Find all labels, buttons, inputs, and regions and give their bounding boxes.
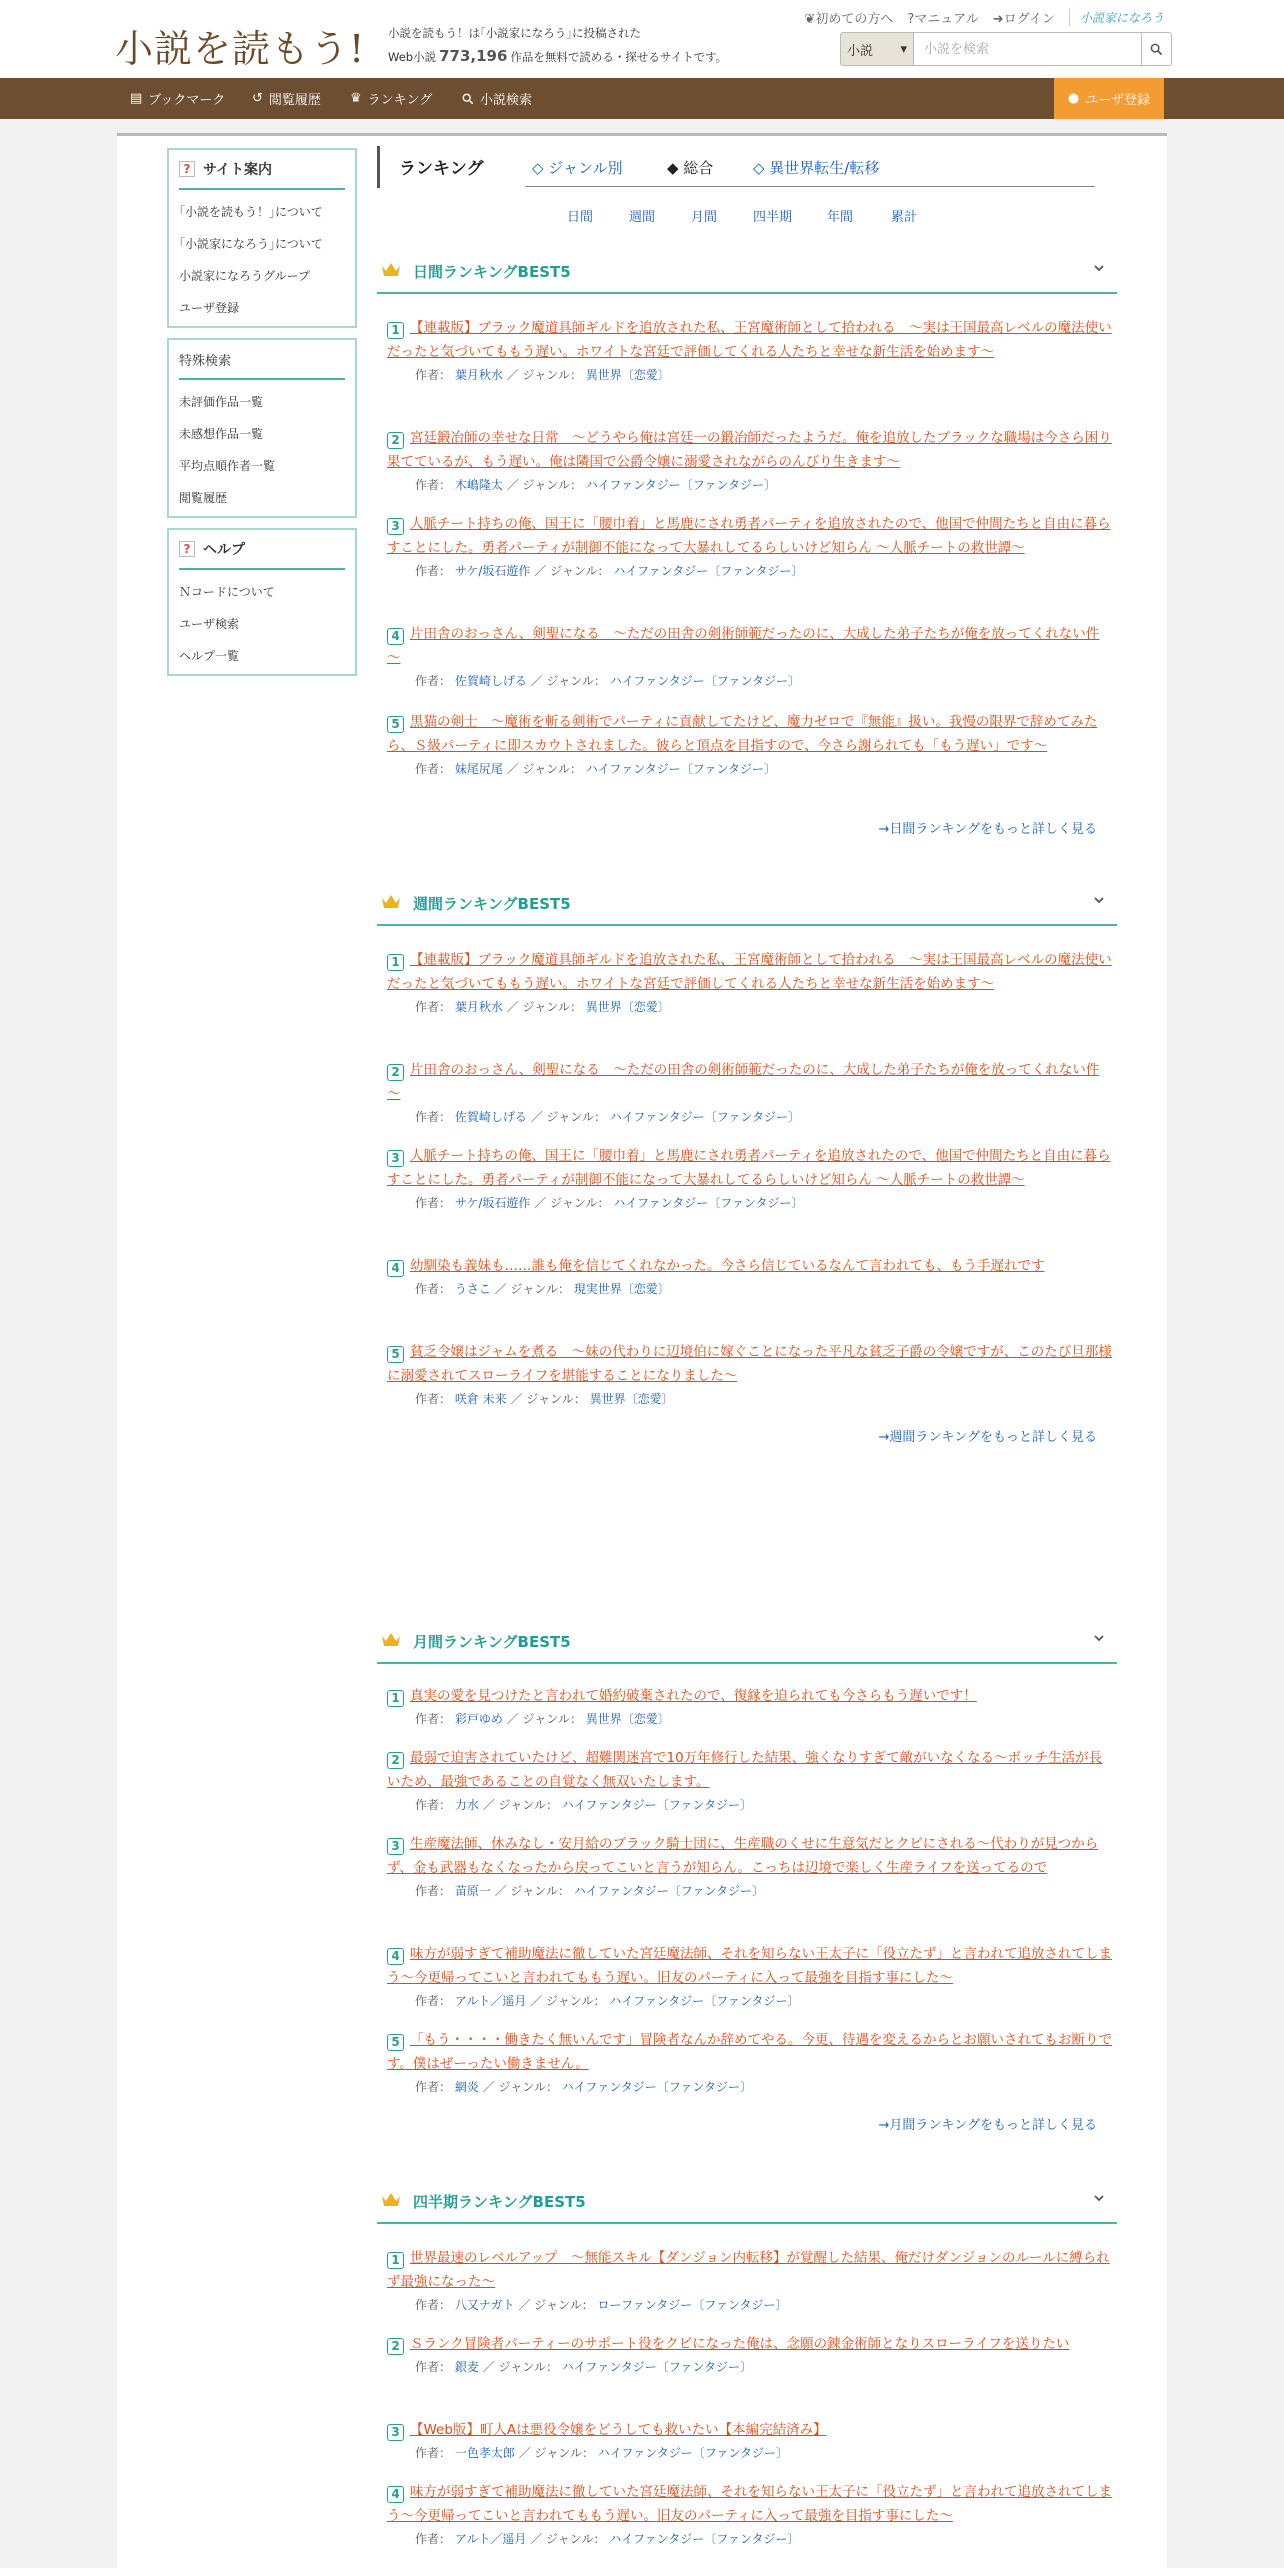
genre-link[interactable]: ハイファンタジー〔ファンタジー〕 (561, 1798, 752, 1812)
chevron-down-icon (1093, 894, 1105, 906)
author-label: 作者： (415, 2446, 452, 2460)
author-label: 作者： (415, 674, 452, 688)
author-link[interactable]: 木嶋隆太 (454, 478, 503, 492)
rank-number: 3 (387, 2424, 404, 2441)
chevron-down-icon (1093, 2192, 1105, 2204)
question-icon: ? (907, 12, 915, 27)
author-label: 作者： (415, 2298, 452, 2312)
novel-meta (387, 671, 1112, 691)
login-icon: ➜ (992, 12, 1004, 27)
nav-history-label: 閲覧履歴 (268, 93, 321, 108)
author-link[interactable]: 佐賀崎しげる (454, 674, 527, 688)
genre-link[interactable]: ハイファンタジー〔ファンタジー〕 (561, 2360, 752, 2374)
list-item (387, 622, 1112, 691)
novel-meta (387, 1279, 1112, 1299)
genre-label: ／ ジャンル： (518, 2446, 594, 2460)
content-area (117, 136, 1167, 2568)
crown-icon (381, 894, 401, 910)
genre-label: ／ ジャンル： (482, 1798, 558, 1812)
author-label: 作者： (415, 368, 452, 382)
genre-label: ／ ジャンル： (530, 674, 606, 688)
rank-number: 3 (387, 1838, 404, 1855)
search-icon (1150, 43, 1163, 56)
nav-bookmark[interactable] (130, 78, 225, 119)
list-item (387, 2028, 1112, 2097)
author-label: 作者： (415, 2532, 452, 2546)
sidebar-item-avg-authors[interactable]: 平均点順作者一覧 (179, 459, 276, 473)
genre-link[interactable]: 異世界〔恋愛〕 (585, 1000, 670, 1014)
author-link[interactable]: うさこ (454, 1282, 491, 1296)
novel-meta (387, 1881, 1112, 1901)
rank-number: 1 (387, 2252, 404, 2269)
author-link[interactable]: アルト／遥月 (454, 1994, 527, 2008)
site-header (0, 0, 1284, 78)
genre-link[interactable]: ハイファンタジー〔ファンタジー〕 (585, 478, 776, 492)
search-type-value: 小説 (847, 43, 874, 59)
author-link[interactable]: 苗原一 (454, 1884, 491, 1898)
author-label: 作者： (415, 1994, 452, 2008)
author-link[interactable]: 彩戸ゆめ (454, 1712, 503, 1726)
sidebar-item-unrated[interactable]: 未評価作品一覧 (179, 395, 264, 409)
section-title: 月間ランキングBEST5 (413, 1633, 571, 1651)
novel-meta (387, 2529, 1112, 2549)
genre-label: ／ ジャンル： (506, 1712, 582, 1726)
genre-label: ／ ジャンル： (506, 1000, 582, 1014)
author-link[interactable]: 佐賀崎しげる (454, 1110, 527, 1124)
novel-count: 773,196 (439, 47, 508, 65)
rank-number: 5 (387, 1346, 404, 1363)
novel-title-text: 片田舎のおっさん、剣聖になる ～ただの田舎の剣術師範だったのに、大成した弟子たちが俺を放ってくれない件～ (387, 626, 1100, 666)
author-label: 作者： (415, 1712, 452, 1726)
rank-number: 1 (387, 1690, 404, 1707)
nav-bookmark-label: ブックマーク (148, 93, 226, 108)
sidebar-special-title: 特殊検索 (179, 340, 345, 380)
novel-title-text: 世界最速のレベルアップ ～無能スキル【ダンジョン内転移】が覚醒した結果、俺だけダンジョンのルールに縛られず最強になった～ (387, 2250, 1110, 2290)
genre-link[interactable]: 現実世界〔恋愛〕 (573, 1282, 670, 1296)
user-register-button[interactable] (1054, 78, 1164, 119)
sidebar-special-search (167, 338, 357, 518)
book-icon: ❦ (804, 12, 816, 27)
novel-title-link[interactable] (387, 316, 1112, 364)
novel-meta (387, 1795, 1112, 1815)
author-link[interactable]: サケ/坂石遊作 (454, 564, 531, 578)
novel-title-link[interactable] (387, 2028, 1112, 2076)
chevron-down-icon: ▾ (900, 41, 907, 57)
genre-label: ／ ジャンル： (534, 1196, 610, 1210)
login-link-label: ログイン (1003, 12, 1055, 27)
list-item (387, 2418, 1112, 2463)
search-button[interactable] (1142, 32, 1172, 66)
sidebar-item-no-review[interactable]: 未感想作品一覧 (179, 427, 264, 441)
novel-title-link[interactable] (387, 1942, 1112, 1990)
genre-link[interactable]: ハイファンタジー〔ファンタジー〕 (613, 564, 804, 578)
title-bar (377, 146, 380, 188)
rank-number: 5 (387, 716, 404, 733)
section-title: 日間ランキングBEST5 (413, 263, 571, 281)
weekly-more-link[interactable]: →週間ランキングをもっと詳しく見る (878, 1430, 1097, 1445)
rank-number: 2 (387, 1064, 404, 1081)
novel-meta (387, 475, 1112, 495)
genre-link[interactable]: ローファンタジー〔ファンタジー〕 (597, 2298, 788, 2312)
list-item (387, 1942, 1112, 2011)
rank-number: 4 (387, 1948, 404, 1965)
novel-title-link[interactable] (387, 1340, 1112, 1388)
narou-logo[interactable]: 小説家になろう (1069, 9, 1164, 26)
author-link[interactable]: 妹尾尻尾 (454, 762, 503, 776)
desc-suffix: 作品を無料で読める・探せるサイトです。 (510, 50, 728, 64)
novel-meta (387, 1107, 1112, 1127)
nav-search[interactable] (462, 78, 532, 119)
period-yearly[interactable]: 年間 (827, 210, 854, 225)
ranking-tabs (377, 146, 1095, 188)
site-description-line2 (388, 45, 727, 69)
manual-link[interactable] (907, 8, 978, 27)
list-item (387, 710, 1112, 779)
desc-prefix: Web小説 (388, 50, 437, 64)
novel-title-link[interactable] (387, 948, 1112, 996)
novel-title-link[interactable] (387, 1254, 1112, 1278)
genre-link[interactable]: ハイファンタジー〔ファンタジー〕 (613, 1196, 804, 1210)
help-icon: ? (179, 161, 195, 177)
list-item (387, 2480, 1112, 2549)
sidebar-help (167, 528, 357, 676)
novel-title-text: 味方が弱すぎて補助魔法に徹していた宮廷魔法師、それを知らない王太子に「役立たず」と言われて追放されてしまう～今更帰ってこいと言われてももう遅い。旧友のパーティに入って最強を目指す事にした～ (387, 1946, 1112, 1986)
section-title: 週間ランキングBEST5 (413, 895, 571, 913)
genre-label: ／ ジャンル： (482, 2080, 558, 2094)
rank-number: 3 (387, 1150, 404, 1167)
novel-title-link[interactable] (387, 1058, 1112, 1106)
list-item (387, 426, 1112, 495)
genre-label: ／ ジャンル： (482, 2360, 558, 2374)
list-item (387, 1832, 1112, 1901)
chevron-down-icon (1093, 262, 1105, 274)
genre-label: ／ ジャンル： (530, 1110, 606, 1124)
novel-title-link[interactable] (387, 2246, 1112, 2294)
list-item (387, 1684, 1112, 1729)
novel-meta (387, 2077, 1112, 2097)
site-description (388, 22, 727, 69)
author-label: 作者： (415, 1196, 452, 1210)
login-link[interactable] (993, 8, 1055, 27)
novel-title-link[interactable] (387, 1684, 1112, 1708)
nav-ranking-label: ランキング (367, 93, 433, 108)
site-logo[interactable]: 小説を読もう! (115, 27, 366, 71)
novel-title-link[interactable] (387, 2480, 1112, 2528)
novel-meta (387, 2357, 1112, 2377)
section-header[interactable] (377, 2176, 1117, 2224)
novel-meta (387, 997, 1112, 1017)
novel-title-text: 黒猫の剣士 ～魔術を斬る剣術でパーティに貢献してたけど、魔力ゼロで『無能』扱い。我慢の限界で辞めてみたら、Ｓ級パーティに即スカウトされました。彼らと頂点を目指すので、今さら謝られても「もう遅い」です～ (387, 714, 1098, 754)
list-item (387, 316, 1112, 385)
search-bar (840, 32, 1172, 66)
search-input[interactable] (914, 32, 1142, 66)
genre-label: ／ ジャンル： (494, 1884, 570, 1898)
novel-meta (387, 2443, 1112, 2463)
genre-link[interactable]: ハイファンタジー〔ファンタジー〕 (609, 1994, 800, 2008)
author-label: 作者： (415, 1110, 452, 1124)
genre-label: ／ ジャンル： (518, 2298, 594, 2312)
history-icon: ↺ (252, 91, 263, 106)
novel-title-text: 宮廷鍛冶師の幸せな日常 ～どうやら俺は宮廷一の鍛冶師だったようだ。俺を追放したブラックな職場は今さら困り果てているが、もう遅い。俺は隣国で公爵令嬢に溺愛されながらのんびり生きます～ (387, 430, 1112, 470)
period-links (377, 206, 1117, 226)
novel-meta (387, 759, 1112, 779)
monthly-ranking-section (377, 1616, 1117, 2133)
genre-label: ／ ジャンル： (506, 762, 582, 776)
author-link[interactable]: 葉月秋水 (454, 1000, 503, 1014)
list-item (387, 1058, 1112, 1127)
author-link[interactable]: 八又ナガト (454, 2298, 515, 2312)
genre-link[interactable]: ハイファンタジー〔ファンタジー〕 (573, 1884, 764, 1898)
novel-title-link[interactable] (387, 1832, 1112, 1880)
tab-isekai[interactable]: ◇ 異世界転生/転移 (753, 159, 880, 177)
author-link[interactable]: 網炎 (454, 2080, 479, 2094)
genre-link[interactable]: ハイファンタジー〔ファンタジー〕 (585, 762, 776, 776)
novel-title-text: 【連載版】ブラック魔道具師ギルドを追放された私、王宮魔術師として拾われる ～実は王国最高レベルの魔法使いだったと気づいてももう遅い。ホワイトな宮廷で評価してくれる人たちと幸せな新生活を始めます～ (387, 320, 1112, 360)
period-total[interactable]: 累計 (891, 210, 918, 225)
genre-label: ／ ジャンル： (494, 1282, 570, 1296)
list-item (387, 2332, 1112, 2377)
novel-meta (387, 1193, 1112, 1213)
genre-link[interactable]: 異世界〔恋愛〕 (585, 1712, 670, 1726)
list-item (387, 948, 1112, 1017)
author-link[interactable]: 銀麦 (454, 2360, 479, 2374)
sidebar-guide-title-text: サイト案内 (203, 162, 273, 178)
rank-number: 5 (387, 2034, 404, 2051)
novel-meta (387, 1991, 1112, 2011)
author-link[interactable]: 一色孝太郎 (454, 2446, 515, 2460)
genre-label: ／ ジャンル： (530, 2532, 606, 2546)
period-weekly[interactable]: 週間 (629, 210, 656, 225)
sidebar-item-user-register[interactable]: ユーザ登録 (179, 301, 240, 315)
novel-title-text: 人脈チート持ちの俺、国王に「腰巾着」と馬鹿にされ勇者パーティを追放されたので、他国で仲間たちと自由に暮らすことにした。勇者パーティが制御不能になって大暴れしてるらしいけど知らん ～人脈チートの救世譚～ (387, 1148, 1111, 1188)
author-label: 作者： (415, 1798, 452, 1812)
author-label: 作者： (415, 478, 452, 492)
sidebar-guide (167, 148, 357, 328)
novel-title-text: 貧乏令嬢はジャムを煮る ～妹の代わりに辺境伯に嫁ぐことになった平凡な貧乏子爵の令嬢ですが、このたび旦那様に溺愛されてスローライフを堪能することになりました～ (387, 1344, 1112, 1384)
genre-link[interactable]: 異世界〔恋愛〕 (585, 368, 670, 382)
genre-link[interactable]: 異世界〔恋愛〕 (589, 1392, 674, 1406)
user-register-label: ユーザ登録 (1085, 93, 1151, 108)
author-label: 作者： (415, 1884, 452, 1898)
genre-label: ／ ジャンル： (506, 368, 582, 382)
crown-icon (381, 1632, 401, 1648)
sidebar-guide-title (179, 150, 345, 190)
list-item (387, 1340, 1112, 1409)
novel-title-text: 人脈チート持ちの俺、国王に「腰巾着」と馬鹿にされ勇者パーティを追放されたので、他国で仲間たちと自由に暮らすことにした。勇者パーティが制御不能になって大暴れしてるらしいけど知らん ～人脈チートの救世譚～ (387, 516, 1111, 556)
novel-meta (387, 561, 1112, 581)
weekly-ranking-section (377, 878, 1117, 1445)
genre-link[interactable]: ハイファンタジー〔ファンタジー〕 (609, 1110, 800, 1124)
novel-title-text: 【Web版】町人Aは悪役令嬢をどうしても救いたい【本編完結済み】 (410, 2422, 827, 2438)
period-daily[interactable]: 日間 (567, 210, 594, 225)
genre-label: ／ ジャンル： (510, 1392, 586, 1406)
novel-title-link[interactable] (387, 622, 1112, 670)
sidebar-help-title-text: ヘルプ (203, 542, 245, 558)
novel-meta (387, 2295, 1112, 2315)
sidebar-item-about-yomou[interactable]: ｢小説を読もう！｣について (179, 205, 323, 219)
crown-icon (381, 262, 401, 278)
site-description-line1: 小説を読もう！は｢小説家になろう｣に投稿された (388, 26, 641, 40)
novel-title-text: 真実の愛を見つけたと言われて婚約破棄されたので、復縁を迫られても今さらもう遅いです！ (410, 1688, 977, 1704)
author-label: 作者： (415, 2360, 452, 2374)
novel-title-text: 【連載版】ブラック魔道具師ギルドを追放された私、王宮魔術師として拾われる ～実は王国最高レベルの魔法使いだったと気づいてももう遅い。ホワイトな宮廷で評価してくれる人たちと幸せな新生活を始めます～ (387, 952, 1112, 992)
novel-title-link[interactable] (387, 426, 1112, 474)
author-link[interactable]: 咲倉 未来 (454, 1392, 507, 1406)
author-label: 作者： (415, 1392, 452, 1406)
daily-ranking-section (377, 246, 1117, 837)
rank-number: 4 (387, 1260, 404, 1277)
genre-link[interactable]: ハイファンタジー〔ファンタジー〕 (609, 2532, 800, 2546)
ranking-title: ランキング (399, 159, 484, 179)
tabs-underline (525, 186, 1095, 187)
author-link[interactable]: 力水 (454, 1798, 479, 1812)
manual-link-label: マニュアル (914, 12, 979, 27)
rank-number: 2 (387, 1752, 404, 1769)
rank-number: 4 (387, 628, 404, 645)
list-item (387, 2246, 1112, 2315)
list-item (387, 1254, 1112, 1299)
section-header[interactable] (377, 246, 1117, 294)
user-icon: ● (1067, 91, 1080, 106)
list-icon: ▤ (130, 91, 143, 106)
novel-title-text: 最弱で迫害されていたけど、超難関迷宮で10万年修行した結果、強くなりすぎて敵がいなくなる～ボッチ生活が長いため、最強であることの自覚なく無双いたします。 (387, 1750, 1103, 1790)
list-item (387, 512, 1112, 581)
rank-number: 1 (387, 954, 404, 971)
author-label: 作者： (415, 1282, 452, 1296)
help-icon: ? (179, 541, 195, 557)
author-label: 作者： (415, 1000, 452, 1014)
novel-title-link[interactable] (387, 1746, 1112, 1794)
rank-number: 2 (387, 432, 404, 449)
crown-icon: ♛ (350, 91, 362, 106)
author-label: 作者： (415, 564, 452, 578)
main-nav (0, 78, 1284, 119)
nav-search-label: 小説検索 (480, 93, 533, 108)
novel-title-link[interactable] (387, 2332, 1112, 2356)
section-header[interactable] (377, 1616, 1117, 1664)
author-label: 作者： (415, 2080, 452, 2094)
sidebar-help-title (179, 530, 345, 570)
novel-meta (387, 1709, 1112, 1729)
sidebar-item-about-narou[interactable]: ｢小説家になろう｣について (179, 237, 323, 251)
crown-icon (381, 2192, 401, 2208)
sidebar-item-user-search[interactable]: ユーザ検索 (179, 617, 240, 631)
rank-number: 4 (387, 2486, 404, 2503)
tab-genre[interactable]: ◇ ジャンル別 (532, 159, 623, 177)
novel-title-link[interactable] (387, 710, 1112, 758)
list-item (387, 1746, 1112, 1815)
novel-title-text: Ｓランク冒険者パーティーのサポート役をクビになった俺は、念願の錬金術師となりスローライフを送りたい (410, 2336, 1070, 2352)
section-header[interactable] (377, 878, 1117, 926)
top-links (804, 8, 1164, 27)
rank-number: 3 (387, 518, 404, 535)
chevron-down-icon (1093, 1632, 1105, 1644)
novel-title-link[interactable] (387, 512, 1112, 560)
genre-label: ／ ジャンル： (530, 1994, 606, 2008)
beginners-link-label: 初めての方へ (815, 12, 894, 27)
genre-label: ／ ジャンル： (534, 564, 610, 578)
daily-more-link[interactable]: →日間ランキングをもっと詳しく見る (878, 822, 1097, 837)
quarterly-ranking-section (377, 2176, 1117, 2546)
novel-title-link[interactable] (387, 1144, 1112, 1192)
nav-ranking[interactable] (350, 78, 432, 119)
tab-overall[interactable]: ◆ 総合 (667, 159, 714, 177)
novel-title-text: 片田舎のおっさん、剣聖になる ～ただの田舎の剣術師範だったのに、大成した弟子たちが俺を放ってくれない件～ (387, 1062, 1100, 1102)
novel-title-link[interactable] (387, 2418, 1112, 2442)
beginners-link[interactable] (804, 8, 893, 27)
section-title: 四半期ランキングBEST5 (413, 2193, 586, 2211)
list-item (387, 1144, 1112, 1213)
novel-meta (387, 1389, 1112, 1409)
period-monthly[interactable]: 月間 (691, 210, 718, 225)
rank-number: 1 (387, 322, 404, 339)
author-link[interactable]: アルト／遥月 (454, 2532, 527, 2546)
sidebar-item-history[interactable]: 閲覧履歴 (179, 491, 228, 505)
period-quarterly[interactable]: 四半期 (753, 210, 793, 225)
genre-link[interactable]: ハイファンタジー〔ファンタジー〕 (609, 674, 800, 688)
author-link[interactable]: サケ/坂石遊作 (454, 1196, 531, 1210)
genre-link[interactable]: ハイファンタジー〔ファンタジー〕 (561, 2080, 752, 2094)
sidebar-item-help-list[interactable]: ヘルプ一覧 (179, 649, 240, 663)
genre-link[interactable]: ハイファンタジー〔ファンタジー〕 (597, 2446, 788, 2460)
genre-label: ／ ジャンル： (506, 478, 582, 492)
monthly-more-link[interactable]: →月間ランキングをもっと詳しく見る (878, 2118, 1097, 2133)
novel-title-text: 幼馴染も義妹も……誰も俺を信じてくれなかった。今さら信じているなんて言われても、もう手遅れです (410, 1258, 1045, 1274)
rank-number: 2 (387, 2338, 404, 2355)
search-icon (462, 93, 474, 105)
author-label: 作者： (415, 762, 452, 776)
search-type-select[interactable] (840, 32, 914, 66)
sidebar-item-group[interactable]: 小説家になろうグループ (179, 269, 311, 283)
novel-title-text: 「もう・・・・働きたく無いんです」冒険者なんか辞めてやる。今更、待遇を変えるからとお願いされてもお断りです。僕はぜーったい働きません。 (387, 2032, 1112, 2072)
nav-history[interactable] (252, 78, 321, 119)
novel-title-text: 味方が弱すぎて補助魔法に徹していた宮廷魔法師、それを知らない王太子に「役立たず」と言われて追放されてしまう～今更帰ってこいと言われてももう遅い。旧友のパーティに入って最強を目指す事にした～ (387, 2484, 1112, 2524)
novel-title-text: 生産魔法師、休みなし・安月給のブラック騎士団に、生産職のくせに生意気だとクビにされる～代わりが見つからず、金も武器もなくなったから戻ってこいと言うが知らん。こっちは辺境で楽しく生産ライフを送ってるので (387, 1836, 1099, 1876)
author-link[interactable]: 葉月秋水 (454, 368, 503, 382)
sidebar-item-ncode[interactable]: Ｎコードについて (179, 585, 275, 599)
novel-meta (387, 365, 1112, 385)
